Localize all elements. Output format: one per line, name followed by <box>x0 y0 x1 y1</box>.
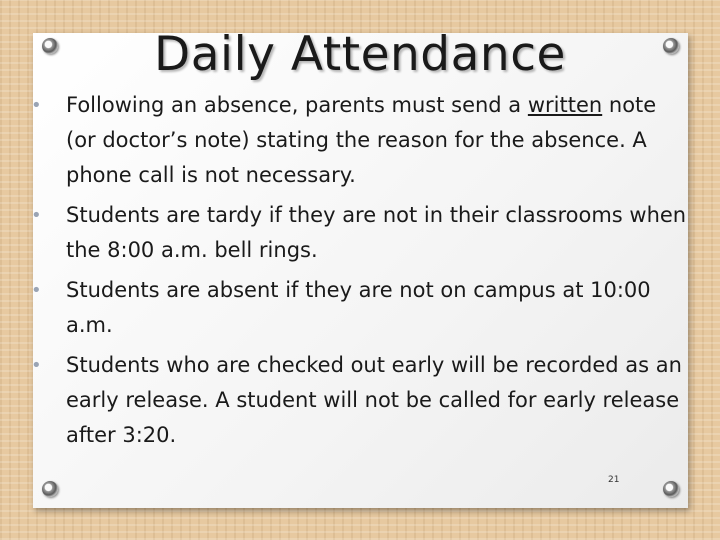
thumbtack-icon <box>42 481 58 497</box>
bullet-icon: • <box>31 355 42 376</box>
bullet-text: Following an absence, parents must send a <box>66 93 528 117</box>
bullet-text: Students are tardy if they are not in their classrooms when the 8:00 a.m. bell rings. <box>66 203 687 262</box>
bullet-text: Students who are checked out early will be recorded as an early release. A student will not be called for early release after 3:20. <box>66 353 682 447</box>
bullet-item <box>27 198 687 268</box>
slide-title: Daily Attendance <box>154 27 566 82</box>
underlined-word: written <box>527 93 603 117</box>
thumbtack-icon <box>663 481 679 497</box>
bullet-item <box>27 273 687 343</box>
bullet-list <box>27 88 687 458</box>
bullet-item <box>27 348 687 453</box>
bullet-icon: • <box>31 95 42 116</box>
bullet-text: note (or doctor’s note) stating the reason for the absence. A phone call is not necessary. <box>66 93 657 187</box>
bullet-icon: • <box>31 280 42 301</box>
slide-number: 21 <box>608 475 620 485</box>
bullet-text: Students are absent if they are not on campus at 10:00 a.m. <box>66 278 651 337</box>
bullet-item <box>27 88 687 193</box>
bullet-icon: • <box>31 205 42 226</box>
